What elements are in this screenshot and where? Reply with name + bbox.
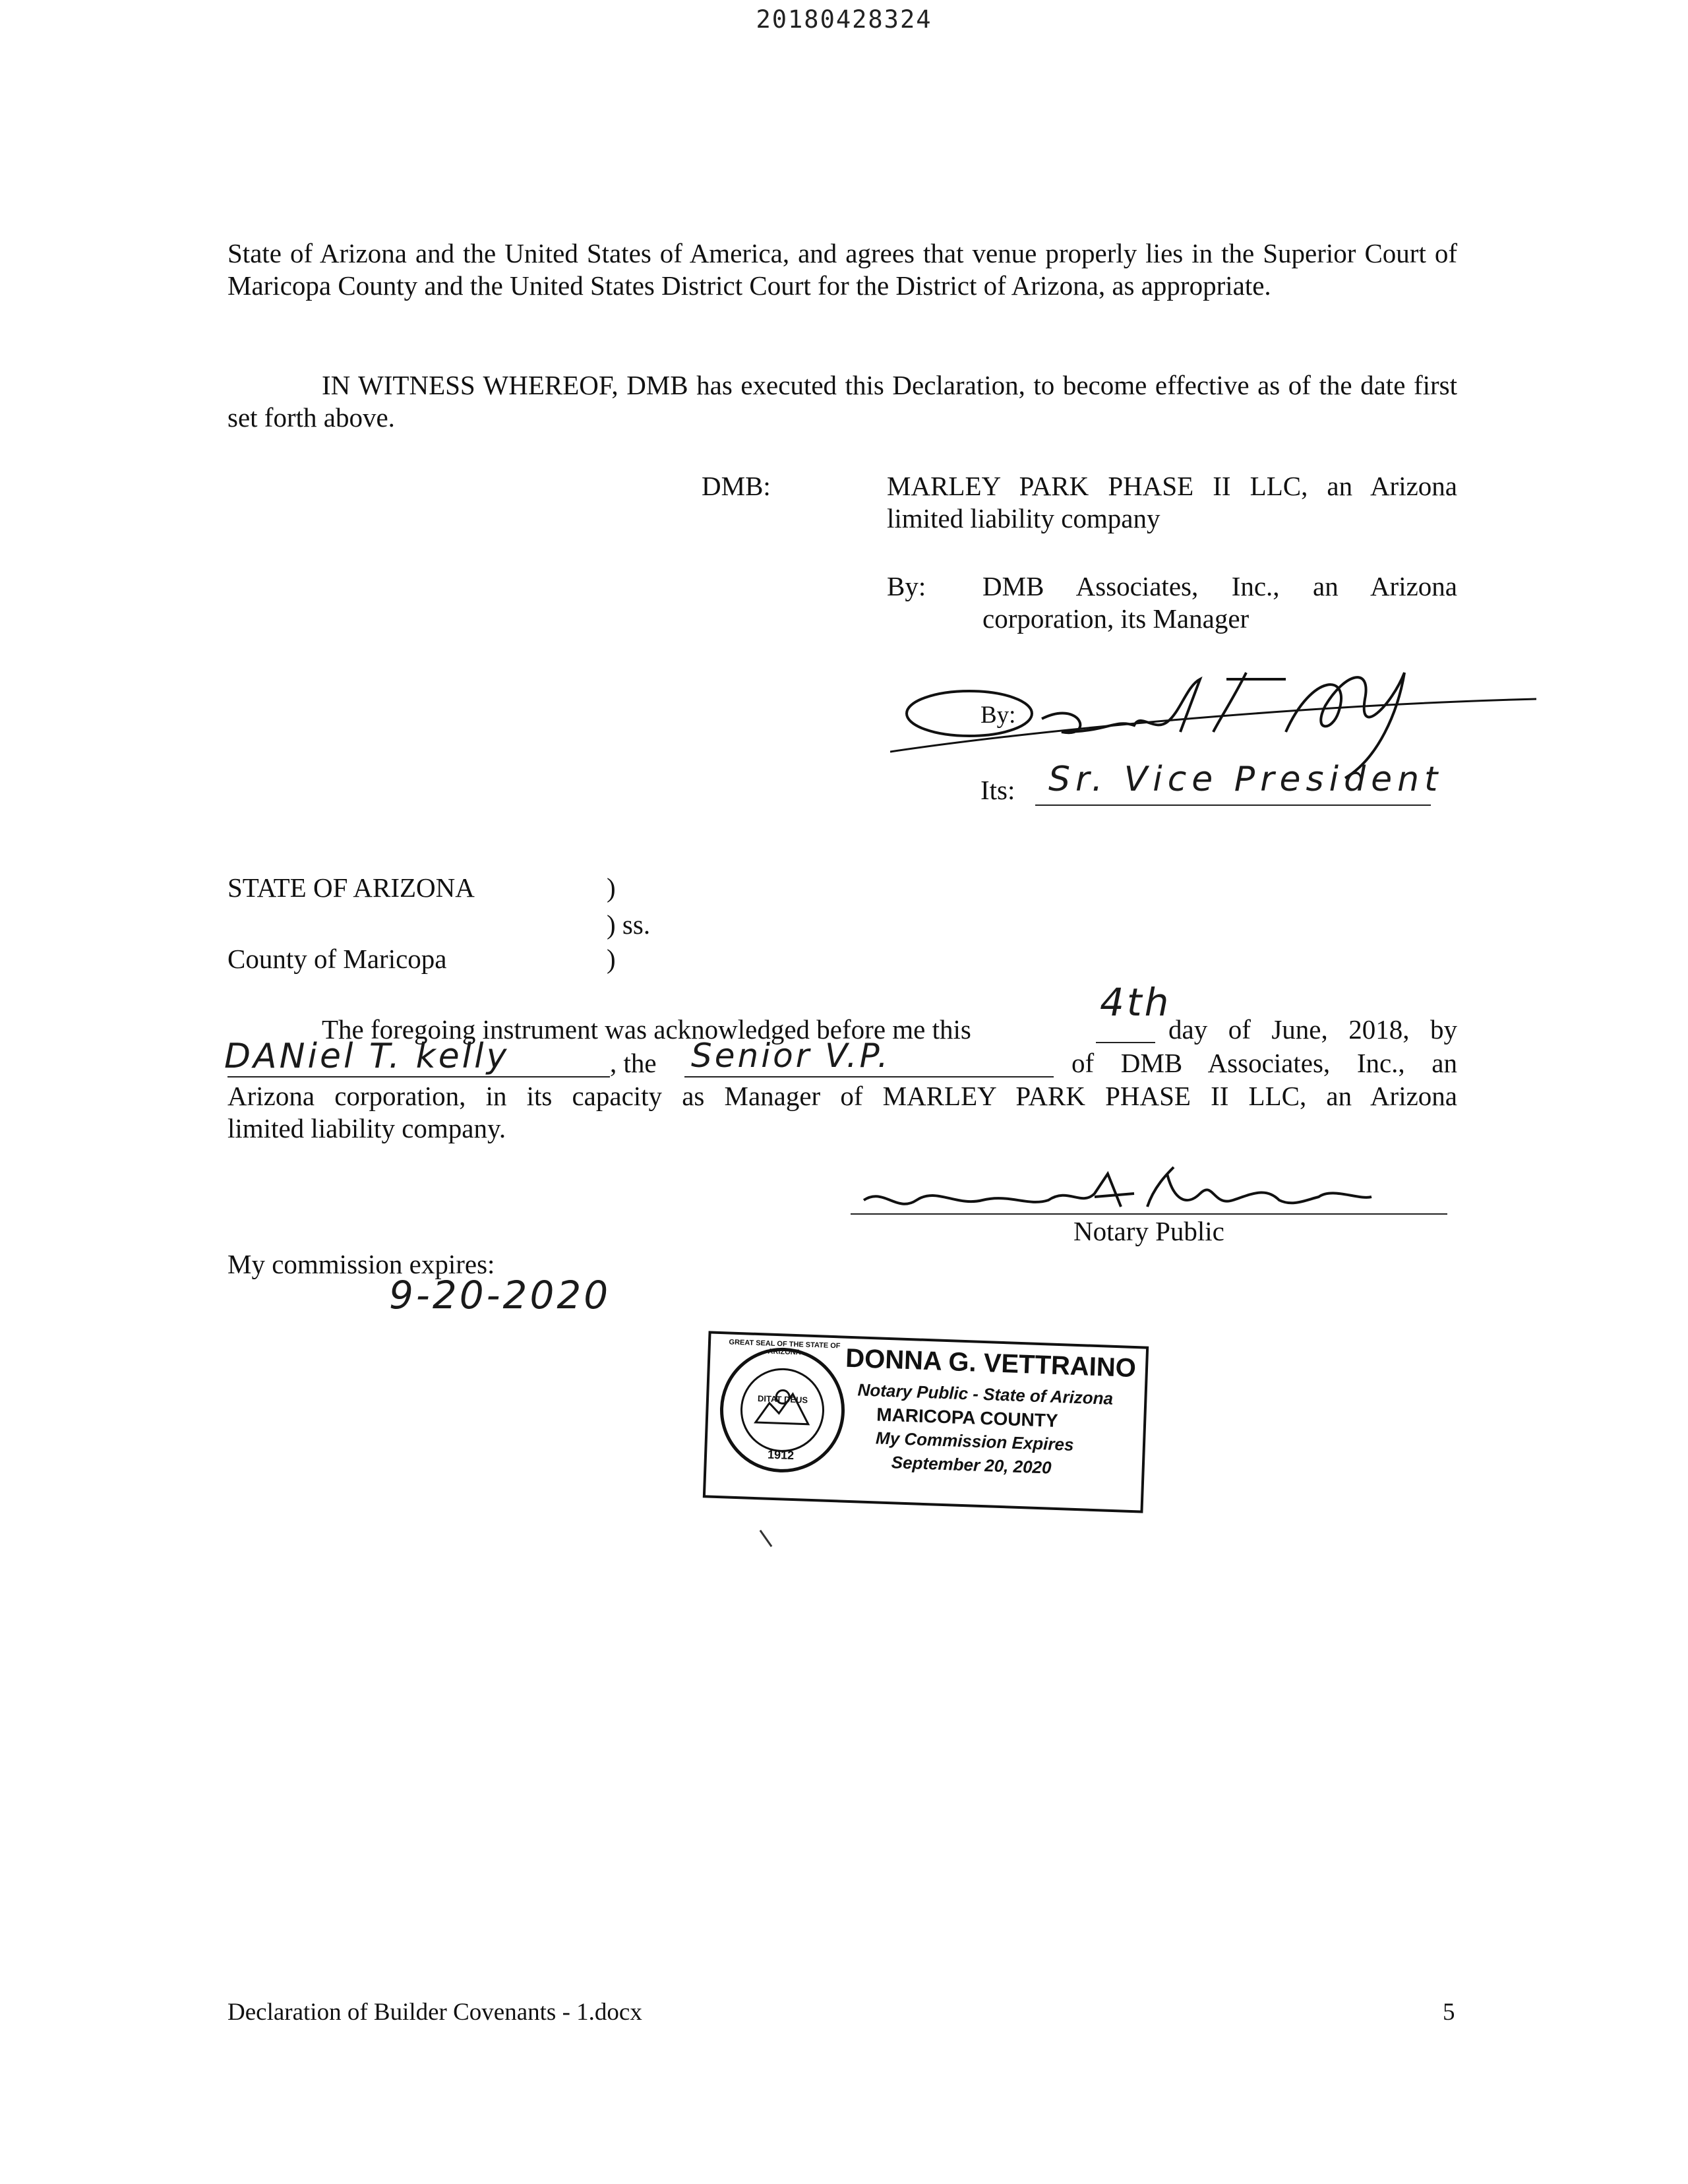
party-name-line2: limited liability company bbox=[887, 503, 1160, 533]
notary-label: Notary Public bbox=[1073, 1216, 1224, 1246]
venue-paren-3: ) bbox=[607, 944, 616, 974]
ack-line1-prefix: The foregoing instrument was acknowledged before me this bbox=[322, 1014, 971, 1045]
manager-line2: corporation, its Manager bbox=[982, 603, 1250, 634]
venue-paren-1: ) bbox=[607, 872, 616, 903]
ack-line1-suffix: day of June, 2018, by bbox=[1168, 1014, 1457, 1045]
seal-text: GREAT SEAL OF THE STATE OF ARIZONA bbox=[729, 1338, 841, 1357]
stamp-line2: Notary Public - State of Arizona bbox=[857, 1380, 1114, 1409]
venue-state: STATE OF ARIZONA bbox=[227, 872, 475, 903]
its-line bbox=[1035, 804, 1431, 806]
ack-line4: limited liability company. bbox=[227, 1113, 506, 1143]
ack-title-line bbox=[684, 1076, 1054, 1077]
seal-motto: DITAT DEUS bbox=[757, 1393, 808, 1405]
ack-line2-suffix: of DMB Associates, Inc., an bbox=[1071, 1048, 1457, 1078]
signer-title-handwritten: Sr. Vice President bbox=[1048, 760, 1443, 799]
recording-number: 20180428324 bbox=[756, 5, 932, 34]
stamp-line4: My Commission Expires bbox=[875, 1428, 1075, 1455]
ack-name-handwritten: DANiel T. kelly bbox=[224, 1037, 510, 1076]
stamp-line3: MARICOPA COUNTY bbox=[876, 1404, 1059, 1431]
ack-title-handwritten: Senior V.P. bbox=[691, 1037, 891, 1075]
commission-label: My commission expires: bbox=[227, 1249, 495, 1279]
stray-mark bbox=[760, 1530, 773, 1547]
signer-its-label: Its: bbox=[980, 775, 1015, 805]
venue-ss: ) ss. bbox=[607, 909, 651, 940]
ack-the: , the bbox=[610, 1048, 657, 1078]
notary-line bbox=[851, 1213, 1447, 1215]
by-label: By: bbox=[887, 571, 926, 601]
stamp-line5: September 20, 2020 bbox=[891, 1452, 1052, 1478]
paragraph-venue: State of Arizona and the United States of America, and agrees that venue properly lies in the Superior Court of Maricopa County and the United States District Court for the District of Arizona, as appropriate. bbox=[227, 238, 1457, 301]
ack-day-line bbox=[1096, 1042, 1155, 1043]
notary-stamp bbox=[703, 1331, 1149, 1513]
party-name-line1: MARLEY PARK PHASE II LLC, an Arizona bbox=[887, 471, 1457, 501]
signer-by-label: By: bbox=[980, 702, 1016, 729]
ack-line3: Arizona corporation, in its capacity as Manager of MARLEY PARK PHASE II LLC, an Arizona bbox=[227, 1081, 1457, 1111]
manager-line1: DMB Associates, Inc., an Arizona bbox=[982, 571, 1457, 601]
ack-name-line bbox=[227, 1076, 610, 1077]
seal-year: 1912 bbox=[767, 1447, 795, 1463]
party-label: DMB: bbox=[702, 471, 771, 501]
footer-filename: Declaration of Builder Covenants - 1.docx bbox=[227, 1999, 642, 2026]
paragraph-witness: IN WITNESS WHEREOF, DMB has executed this Declaration, to become effective as of the date first set forth above. bbox=[227, 370, 1457, 433]
venue-county: County of Maricopa bbox=[227, 944, 447, 974]
ack-day-handwritten: 4th bbox=[1100, 980, 1172, 1025]
footer-page-number: 5 bbox=[1443, 1999, 1455, 2026]
stamp-name: DONNA G. VETTRAINO bbox=[845, 1343, 1137, 1383]
commission-date-handwritten: 9-20-2020 bbox=[389, 1273, 611, 1318]
